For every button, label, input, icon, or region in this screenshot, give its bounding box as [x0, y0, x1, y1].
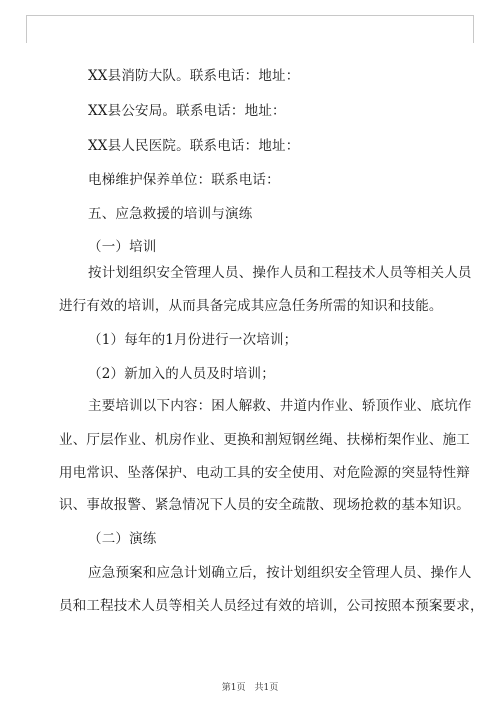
paragraph-line: 业、厅层作业、机房作业、更换和割短钢丝绳、扶梯桁架作业、施工	[59, 432, 470, 448]
contact-line-elevator-maintenance: 电梯维护保养单位：联系电话：	[88, 172, 280, 188]
paragraph-line: 按计划组织安全管理人员、操作人员和工程技术人员等相关人员	[88, 265, 472, 281]
contact-line-fire-brigade: XX县消防大队。联系电话：地址：	[88, 68, 300, 84]
subheading-drills: （二）演练	[88, 531, 157, 547]
contact-line-police: XX县公安局。联系电话：地址：	[88, 103, 286, 119]
paragraph-line: 应急预案和应急计划确立后，按计划组织安全管理人员、操作人	[88, 565, 472, 581]
subheading-training: （一）培训	[88, 239, 157, 255]
page-frame-top	[26, 15, 474, 16]
section-heading-training-drills: 五、应急救援的培训与演练	[88, 206, 253, 222]
page-frame-right	[473, 15, 474, 43]
paragraph-line: 主要培训以下内容：困人解救、井道内作业、轿顶作业、底坑作	[88, 398, 472, 414]
page-frame-left	[26, 15, 27, 43]
list-item-1: （1）每年的1月份进行一次培训；	[88, 332, 298, 348]
paragraph-line: 进行有效的培训，从而具备完成其应急任务所需的知识和技能。	[59, 298, 443, 314]
paragraph-line: 识、事故报警、紧急情况下人员的安全疏散、现场抢救的基本知识。	[59, 497, 470, 513]
paragraph-line: 用电常识、坠落保护、电动工具的安全使用、对危险源的突显特性辩	[59, 465, 470, 481]
paragraph-line: 员和工程技术人员等相关人员经过有效的培训，公司按照本预案要求，	[59, 598, 484, 614]
page-number-footer: 第1页 共1页	[221, 683, 279, 693]
list-item-2: （2）新加入的人员及时培训；	[88, 366, 275, 382]
contact-line-hospital: XX县人民医院。联系电话：地址：	[88, 138, 300, 154]
